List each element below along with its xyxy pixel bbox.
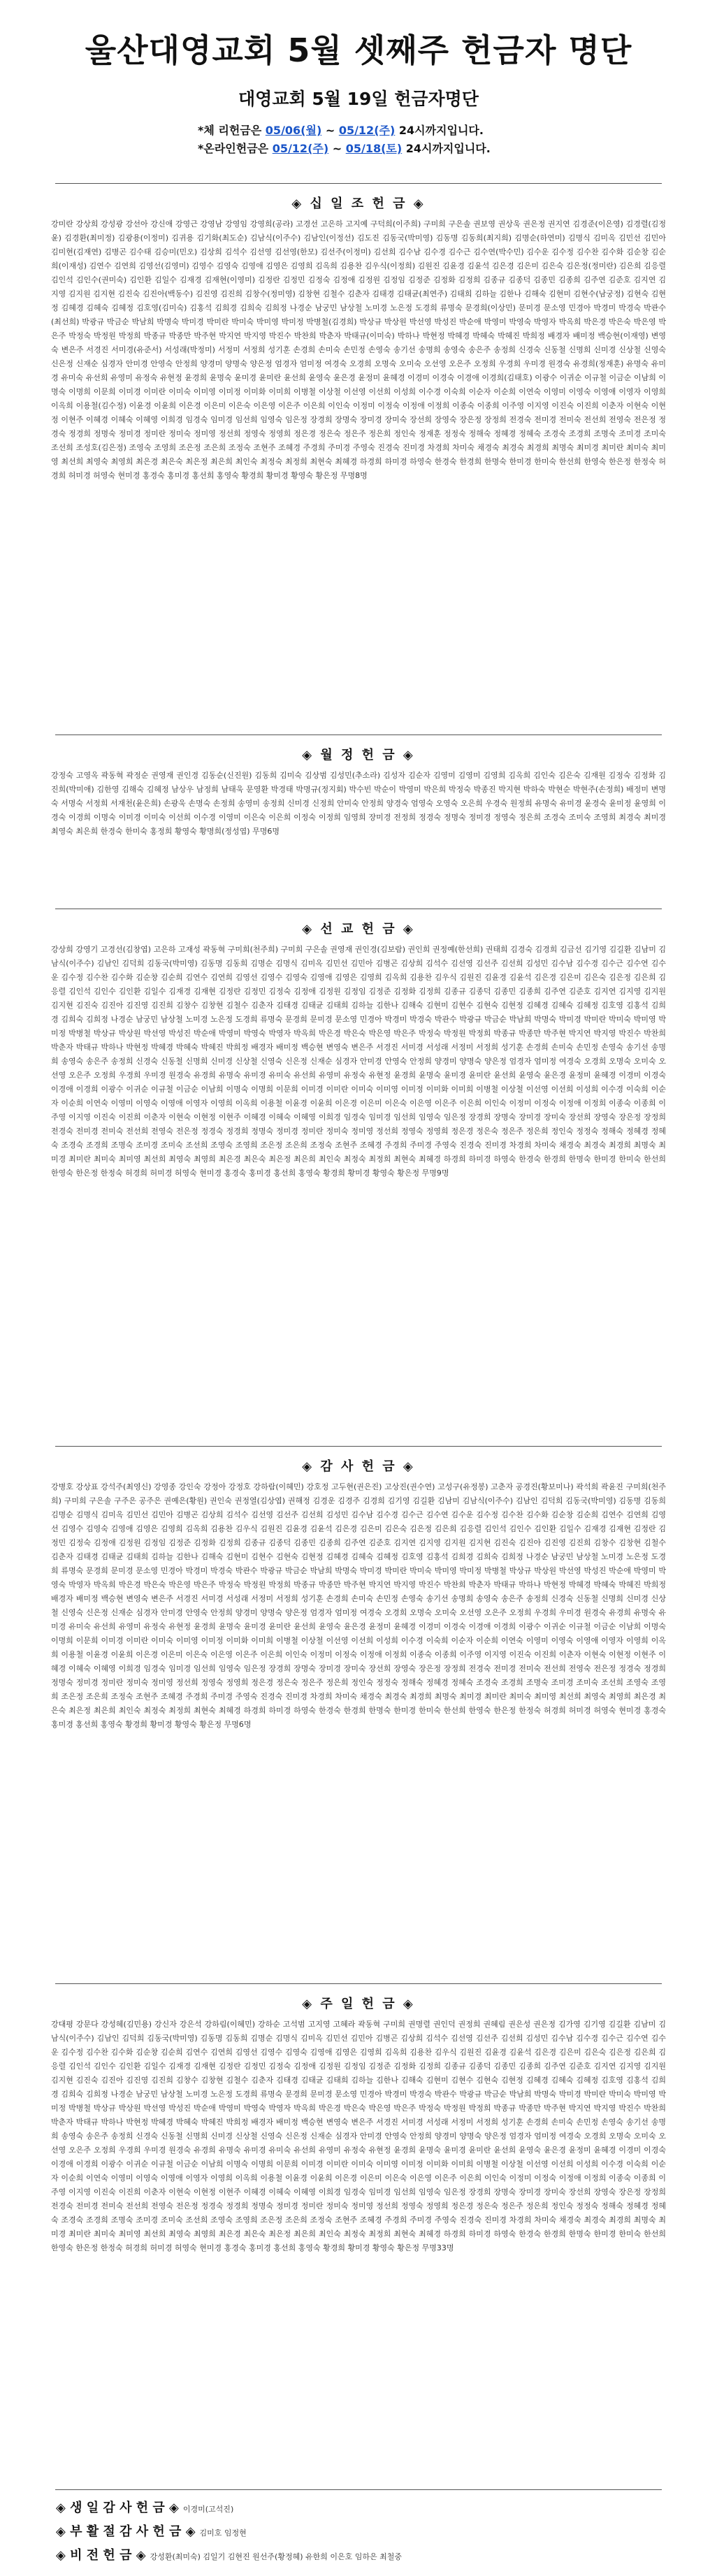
page-subtitle: 대영교회 5월 19일 헌금자명단 [238, 89, 479, 109]
notice-online-sep: ~ [328, 142, 346, 155]
section-names-mission: 강상희 강영기 고경선(김창엽) 고은하 고재성 곽동혁 구미희(천주희) 구미희 구은솔 권영재 권인경(김보람) 권인희 권정예(한선희) 권태희 김경숙 김경희 김금선 김기영 김길환 김남미 김남식(이주수) 김남인 김덕희 김동국(박미영) 김동명 김동희 김명순 김명식 김미옥 김민선 김민아 김병곤 김상희 김석수 김선영 김선주 김선희 김성민 김수남 김수경 김수근 김수연 김수운 김수정 김수찬 김수화 김순창 김순희 김연수 김연희 김영선 김영수 김영숙 김영애 김영은 김영희 김옥희 김용찬 김우식 김원진 김윤경 김윤석 김은경 김은미 김은숙 김은정 김은희 김응렬 김인석 김인수 김인환 김일수 김재경 김재현 김정란 김정민 김정숙 김정애 김정원 김정임 김정준 김정화 김정희 김종규 김종덕 김종민 김종희 김주연 김준호 김지연 김지영 김지원 김지현 김진숙 김진아 김진영 김진희 김창수 김창현 김철수 김춘자 김태경 김태균 김태희 김하늘 김한나 김해숙 김현미 김현수 김현숙 김현정 김혜경 김혜숙 김혜정 김호영 김홍석 김희경 김희숙 김희정 나경순 남궁민 남상철 노미경 노은정 도경희 류명숙 문경희 문미경 문소영 민경아 박경미 박경숙 박관수 박광규 박금순 박남희 박명숙 박미경 박미란 박미숙 박미영 박미정 박병철 박상규 박상원 박선영 박성진 박순애 박영미 박영숙 박영자 박옥희 박은경 박은숙 박은영 박은주 박정숙 박정원 박정희 박종규 박종만 박주현 박지연 박지영 박진수 박찬희 박춘자 박태규 박하나 박현정 박혜경 박혜숙 박혜진 박희정 배경자 배미정 백승현 변영숙 변은주 서경진 서미경 서성래 서정미 서정희 성기훈 손경희 손미숙 손민정 손영숙 송기선 송명희 송영숙 송은주 송정희 신경숙 신동철 신명희 신미경 신상철 신영숙 신은정 신재순 심경자 안미경 안영숙 안정희 양경미 양명숙 양은정 엄경자 엄미정 여경숙 오경희 오명숙 오미숙 오선영 오은주 오정희 우경희 우미경 원경숙 유경희 유명숙 유미경 유미숙 유선희 유영미 유정숙 유현정 윤경희 윤명숙 윤미경 윤미란 윤선희 윤영숙 윤은경 윤정미 윤혜경 이경미 이경숙 이경애 이경희 이광수 이귀순 이규철 이금순 이남희 이명숙 이명희 이문희 이미경 이미란 이미숙 이미영 이미정 이미화 이미희 이병철 이상철 이선영 이선희 이성희 이수경 이숙희 이순자 이순희 이연숙 이영미 이영숙 이영애 이영자 이영희 이옥희 이용철 이윤경 이윤희 이은경 이은미 이은숙 이은영 이은주 이은희 이인숙 이정미 이정숙 이정애 이정희 이종숙 이종희 이주영 이지영 이진숙 이진희 이춘자 이현숙 이현정 이현주 이혜경 이혜숙 이혜영 이희경 임경숙 임미경 임선희 임영숙 임은정 장경희 장명숙 장미경 장미숙 장선희 장영숙 장은정 장정희 전경숙 전미경 전미숙 전선희 전영숙 전은정 정경숙 정경희 정명숙 정미경 정미란 정미숙 정미영 정선희 정영숙 정영희 정은경 정은숙 정은주 정은희 정인숙 정정숙 정해숙 정혜경 정혜숙 조경숙 조경희 조명숙 조미경 조미숙 조선희 조영숙 조영희 조은정 조은희 조정숙 조현주 조혜경 주경희 주미경 주영숙 진경숙 진미경 차경희 차미숙 채경숙 최경숙 최경희 최명숙 최미경 최미란 최미숙 최미영 최선희 최영숙 최영희 최은경 최은숙 최은정 최은희 최인숙 최정숙 최정희 최현숙 최혜경 하경희 하미경 하영숙 한경숙 한경희 한명숙 한미경 한미숙 한선희 한영숙 한은정 한정숙 허경희 허미경 허영숙 현미경 홍경숙 홍미경 홍선희 홍영숙 황경희 황미경 황영숙 황은정 무명9명 [51, 945, 666, 1178]
notice-online-end-date[interactable]: 05/18(토) [345, 142, 403, 155]
section-title-tithe: ◈ 십 일 조 헌 금 ◈ [291, 196, 426, 211]
footer-divider [55, 2489, 662, 2490]
section-names-monthly: 강정숙 고영옥 곽동혁 곽정순 권영재 권인경 김동순(신진원) 김동희 김미숙 김상범 김성민(추소라) 김성자 김순자 김영미 김영미 김영희 김옥희 김인숙 김은숙 김재원 김정숙 김정화 김진희(박미애) 김한영 김해숙 김혜정 남상우 남정희 남태욱 문영환 박경태 박명규(정지회) 박수빈 박순이 박영미 박은희 박정숙 박종진 박지현 박하숙 박현순 박현주(손정희) 배정미 변명숙 서명숙 서정희 서재천(윤은희) 손광욱 손명숙 손정희 송영미 송정희 신미경 신정희 안미숙 안정희 양경숙 엄영숙 오영숙 오은희 우경숙 원정희 유명숙 유미경 윤경숙 윤미정 윤영희 이경숙 이경희 이명숙 이미경 이미숙 이선희 이수경 이영미 이은숙 이은희 이정숙 이정희 임영희 장미경 전정희 정경숙 정명숙 정미경 정영숙 정은희 조경숙 조미숙 조영희 최경숙 최미경 최영숙 최은희 한경숙 한미숙 홍정희 황영숙 황명희(정성엽) 무명6명 [51, 771, 666, 836]
footer-birthday-label: ◈ 생 일 감 사 헌 금 ◈ [56, 2501, 179, 2515]
notice-transfer-prefix: *체 리헌금은 [198, 124, 266, 137]
notice-line-online [198, 140, 519, 158]
footer-vision-offering [56, 2545, 402, 2563]
footer-birthday-offering [56, 2498, 233, 2516]
section-title-thanksgiving: ◈ 감 사 헌 금 ◈ [302, 1459, 415, 1474]
notice-transfer-start-date[interactable]: 05/06(월) [265, 124, 322, 137]
footer-easter-offering [56, 2521, 247, 2540]
section-names-tithe: 강미란 강상희 강성광 강선아 강신애 강영근 강영남 강영임 강영희(공라) 고경선 고은하 고지예 구덕희(이주희) 구미희 구은솔 권보영 권상욱 권은정 권지연 김경준(이은영) 김경렬(김정윤) 김경환(최미정) 김광용(이정미) 김귀용 김기화(최도순) 김남식(이주수) 김남인(이정선) 김도진 김동국(박미영) 김동명 김동희(최지희) 김명순(하연미) 김명식 김미옥 김민선 김민아 김미현(김재연) 김병곤 김수태 김승미(민오) 김상희 김석수 김선영 김선영(한모) 김선주(이정미) 김선희 김수남 김수경 김수근 김수연(박수민) 김수운 김수정 김수찬 김수화 김순창 김순희(이재성) 김연수 김연희 김영선(김영미) 김영수 김영숙 김영애 김영은 김영희 김옥희 김용찬 김우식(이정희) 김원진 김윤경 김윤석 김은경 김은미 김은숙 김은정(정미란) 김은희 김응렬 김인석 김인수(권미숙) 김인환 김일수 김재경 김재현(이영미) 김정란 김정민 김정숙 김정애 김정원 김정임 김정준 김정화 김정희 김종규 김종덕 김종민 김종희 김주연 김준호 김지연 김지영 김지원 김지현 김진숙 김진아(백동수) 김진영 김진희 김창수(정미영) 김창현 김철수 김춘자 김태경 김태균(최연주) 김태희 김하늘 김한나 김해숙 김현미 김현수(남궁정) 김현숙 김현정 김혜경 김혜숙 김혜정 김호영(김미숙) 김홍석 김희경 김희숙 김희정 나경순 남궁민 남상철 노미경 노은정 도경희 류명숙 문경희(이상민) 문미경 문소영 민경아 박경미 박경숙 박관수(최선희) 박광규 박금순 박남희 박명숙 박미경 박미란 박미숙 박미영 박미정 박병철(김경희) 박상규 박상원 박선영 박성진 박순애 박영미 박영숙 박영자 박옥희 박은경 박은숙 박은영 박은주 박정숙 박정원 박정희 박종규 박종만 박주현 박지연 박지영 박진수 박찬희 박춘자 박태규(이미숙) 박하나 박현정 박혜경 박혜숙 박혜진 박희정 배경자 배미정 백승현(이재영) 변영숙 변은주 서경진 서미경(유준서) 서성래(박정미) 서정미 서정희 성기훈 손경희 손미숙 손민정 손영숙 송기선 송명희 송영숙 송은주 송정희 신경숙 신동철 신명희 신미경 신상철 신영숙 신은정 신재순 심경자 안미경 안영숙 안정희 양경미 양명숙 양은정 엄경자 엄미정 여경숙 오경희 오명숙 오미숙 오선영 오은주 오정희 우경희 우미경 원경숙 유경희(정재훈) 유명숙 유미경 유미숙 유선희 유영미 유정숙 유현정 윤경희 윤명숙 윤미경 윤미란 윤선희 윤영숙 윤은경 윤정미 윤혜경 이경미 이경숙 이경애 이경희(김태호) 이광수 이귀순 이규철 이금순 이남희 이명숙 이명희 이문희 이미경 이미란 이미숙 이미영 이미정 이미화 이미희 이병철 이상철 이선영 이선희 이성희 이수경 이숙희 이순자 이순희 이연숙 이영미 이영숙 이영애 이영자 이영희 이옥희 이용철(김수정) 이윤경 이윤희 이은경 이은미 이은숙 이은영 이은주 이은희 이인숙 이정미 이정숙 이정애 이정희 이종숙 이종희 이주영 이지영 이진숙 이진희 이춘자 이현숙 이현정 이현주 이혜경 이혜숙 이혜영 이희경 임경숙 임미경 임선희 임영숙 임은정 장경희 장명숙 장미경 장미숙 장선희 장영숙 장은정 장정희 전경숙 전미경 전미숙 전선희 전영숙 전은정 정경숙 정경희 정명숙 정미경 정미란 정미숙 정미영 정선희 정영숙 정영희 정은경 정은숙 정은주 정은희 정인숙 정재훈 정정숙 정해숙 정혜경 정혜숙 조경숙 조경희 조명숙 조미경 조미숙 조선희 조성호(김은정) 조영숙 조영희 조은정 조은희 조정숙 조현주 조혜경 주경희 주미경 주영숙 진경숙 진미경 차경희 차미숙 채경숙 최경숙 최경희 최명숙 최미경 최미란 최미숙 최미영 최선희 최영숙 최영희 최은경 최은숙 최은정 최은희 최인숙 최정숙 최정희 최현숙 최혜경 하경희 하미경 하영숙 한경숙 한경희 한명숙 한미경 한미숙 한선희 한영숙 한은정 한정숙 허경희 허미경 허영숙 현미경 홍경숙 홍미경 홍선희 홍영숙 황경희 황미경 황영숙 황은정 무명8명 [51, 219, 666, 480]
notice-online-start-date[interactable]: 05/12(주) [272, 142, 329, 155]
section-title-mission: ◈ 선 교 헌 금 ◈ [302, 922, 415, 936]
notice-transfer-sep: ~ [321, 124, 339, 137]
section-title-sunday: ◈ 주 일 헌 금 ◈ [302, 1997, 415, 2011]
footer-birthday-people: 이경미(고석진) [182, 2505, 234, 2514]
section-divider [55, 1446, 662, 1447]
section-names-sunday: 강대평 강문다 강성혜(김민용) 강신자 강은석 강하림(이혜민) 강하순 고석범 고지영 고혜라 곽동혁 구미희 권명렬 권인덕 권정희 권혜림 권은성 권은정 김가영 김기영 김길환 김남미 김남식(이주수) 김남인 김덕희 김동국(박미영) 김동명 김동희 김명순 김명식 김미옥 김민선 김민아 김병곤 김상희 김석수 김선영 김선주 김선희 김성민 김수남 김수경 김수근 김수연 김수운 김수정 김수찬 김수화 김순창 김순희 김연수 김연희 김영선 김영수 김영숙 김영애 김영은 김영희 김옥희 김용찬 김우식 김원진 김윤경 김윤석 김은경 김은미 김은숙 김은정 김은희 김응렬 김인석 김인수 김인환 김일수 김재경 김재현 김정란 김정민 김정숙 김정애 김정원 김정임 김정준 김정화 김정희 김종규 김종덕 김종민 김종희 김주연 김준호 김지연 김지영 김지원 김지현 김진숙 김진아 김진영 김진희 김창수 김창현 김철수 김춘자 김태경 김태균 김태희 김하늘 김한나 김해숙 김현미 김현수 김현숙 김현정 김혜경 김혜숙 김혜정 김호영 김홍석 김희경 김희숙 김희정 나경순 남궁민 남상철 노미경 노은정 도경희 류명숙 문경희 문미경 문소영 민경아 박경미 박경숙 박관수 박광규 박금순 박남희 박명숙 박미경 박미란 박미숙 박미영 박미정 박병철 박상규 박상원 박선영 박성진 박순애 박영미 박영숙 박영자 박옥희 박은경 박은숙 박은영 박은주 박정숙 박정원 박정희 박종규 박종만 박주현 박지연 박지영 박진수 박찬희 박춘자 박태규 박하나 박현정 박혜경 박혜숙 박혜진 박희정 배경자 배미정 백승현 변영숙 변은주 서경진 서미경 서성래 서정미 서정희 성기훈 손경희 손미숙 손민정 손영숙 송기선 송명희 송영숙 송은주 송정희 신경숙 신동철 신명희 신미경 신상철 신영숙 신은정 신재순 심경자 안미경 안영숙 안정희 양경미 양명숙 양은정 엄경자 엄미정 여경숙 오경희 오명숙 오미숙 오선영 오은주 오정희 우경희 우미경 원경숙 유경희 유명숙 유미경 유미숙 유선희 유영미 유정숙 유현정 윤경희 윤명숙 윤미경 윤미란 윤선희 윤영숙 윤은경 윤정미 윤혜경 이경미 이경숙 이경애 이경희 이광수 이귀순 이규철 이금순 이남희 이명숙 이명희 이문희 이미경 이미란 이미숙 이미영 이미정 이미화 이미희 이병철 이상철 이선영 이선희 이성희 이수경 이숙희 이순자 이순희 이연숙 이영미 이영숙 이영애 이영자 이영희 이옥희 이용철 이윤경 이윤희 이은경 이은미 이은숙 이은영 이은주 이은희 이인숙 이정미 이정숙 이정애 이정희 이종숙 이종희 이주영 이지영 이진숙 이진희 이춘자 이현숙 이현정 이현주 이혜경 이혜숙 이혜영 이희경 임경숙 임미경 임선희 임영숙 임은정 장경희 장명숙 장미경 장미숙 장선희 장영숙 장은정 장정희 전경숙 전미경 전미숙 전선희 전영숙 전은정 정경숙 정경희 정명숙 정미경 정미란 정미숙 정미영 정선희 정영숙 정영희 정은경 정은숙 정은주 정은희 정인숙 정정숙 정해숙 정혜경 정혜숙 조경숙 조경희 조명숙 조미경 조미숙 조선희 조영숙 조영희 조은정 조은희 조정숙 조현주 조혜경 주경희 주미경 주영숙 진경숙 진미경 차경희 차미숙 채경숙 최경숙 최경희 최명숙 최미경 최미란 최미숙 최미영 최선희 최영숙 최영희 최은경 최은숙 최은정 최은희 최인숙 최정숙 최정희 최현숙 최혜경 하경희 하미경 하영숙 한경숙 한경희 한명숙 한미경 한미숙 한선희 한영숙 한은정 한정숙 허경희 허미경 허영숙 현미경 홍경숙 홍미경 홍선희 홍영숙 황경희 황미경 황영숙 황은정 무명33명 [51, 2020, 666, 2252]
footer-easter-people: 김미호 임정현 [199, 2528, 247, 2538]
notice-transfer-end-date[interactable]: 05/12(주) [338, 124, 396, 137]
footer-vision-people: 강성환(최미숙) 김일기 김현진 원선주(황정혜) 유한희 이은호 임하은 최철중 [150, 2552, 402, 2561]
page-title: 울산대영교회 5월 셋째주 헌금자 명단 [85, 31, 632, 69]
notice-online-suffix: 24시까지입니다. [402, 142, 491, 155]
notice-online-prefix: *온라인헌금은 [198, 142, 273, 155]
notice-block [198, 122, 519, 158]
section-title-monthly: ◈ 월 정 헌 금 ◈ [302, 748, 415, 762]
section-divider [55, 1983, 662, 1984]
section-names-thanksgiving: 강병호 강상표 강석주(최영신) 강영종 강인숙 강정아 강정호 강하람(이혜민) 강호정 고두현(권은진) 고상진(권수연) 고성구(유정봉) 고춘자 공경진(황보미나) 곽석희 곽윤진 구미희(천주희) 구미희 구은솔 구주은 공주은 권예은(황원) 권인숙 권정열(김상엽) 권해정 김경운 김경주 김경희 김기영 김길환 김남미 김남식(이주수) 김남인 김덕희 김동국(박미영) 김동명 김동희 김명순 김명식 김미옥 김민선 김민아 김병곤 김상희 김석수 김선영 김선주 김선희 김성민 김수남 김수경 김수근 김수연 김수운 김수정 김수찬 김수화 김순창 김순희 김연수 김연희 김영선 김영수 김영숙 김영애 김영은 김영희 김옥희 김용찬 김우식 김원진 김윤경 김윤석 김은경 김은미 김은숙 김은정 김은희 김응렬 김인석 김인수 김인환 김일수 김재경 김재현 김정란 김정민 김정숙 김정애 김정원 김정임 김정준 김정화 김정희 김종규 김종덕 김종민 김종희 김주연 김준호 김지연 김지영 김지원 김지현 김진숙 김진아 김진영 김진희 김창수 김창현 김철수 김춘자 김태경 김태균 김태희 김하늘 김한나 김해숙 김현미 김현수 김현숙 김현정 김혜경 김혜숙 김혜정 김호영 김홍석 김희경 김희숙 김희정 나경순 남궁민 남상철 노미경 노은정 도경희 류명숙 문경희 문미경 문소영 민경아 박경미 박경숙 박관수 박광규 박금순 박남희 박명숙 박미경 박미란 박미숙 박미영 박미정 박병철 박상규 박상원 박선영 박성진 박순애 박영미 박영숙 박영자 박옥희 박은경 박은숙 박은영 박은주 박정숙 박정원 박정희 박종규 박종만 박주현 박지연 박지영 박진수 박찬희 박춘자 박태규 박하나 박현정 박혜경 박혜숙 박혜진 박희정 배경자 배미정 백승현 변영숙 변은주 서경진 서미경 서성래 서정미 서정희 성기훈 손경희 손미숙 손민정 손영숙 송기선 송명희 송영숙 송은주 송정희 신경숙 신동철 신명희 신미경 신상철 신영숙 신은정 신재순 심경자 안미경 안영숙 안정희 양경미 양명숙 양은정 엄경자 엄미정 여경숙 오경희 오명숙 오미숙 오선영 오은주 오정희 우경희 우미경 원경숙 유경희 유명숙 유미경 유미숙 유선희 유영미 유정숙 유현정 윤경희 윤명숙 윤미경 윤미란 윤선희 윤영숙 윤은경 윤정미 윤혜경 이경미 이경숙 이경애 이경희 이광수 이귀순 이규철 이금순 이남희 이명숙 이명희 이문희 이미경 이미란 이미숙 이미영 이미정 이미화 이미희 이병철 이상철 이선영 이선희 이성희 이수경 이숙희 이순자 이순희 이연숙 이영미 이영숙 이영애 이영자 이영희 이옥희 이용철 이윤경 이윤희 이은경 이은미 이은숙 이은영 이은주 이은희 이인숙 이정미 이정숙 이정애 이정희 이종숙 이종희 이주영 이지영 이진숙 이진희 이춘자 이현숙 이현정 이현주 이혜경 이혜숙 이혜영 이희경 임경숙 임미경 임선희 임영숙 임은정 장경희 장명숙 장미경 장미숙 장선희 장영숙 장은정 장정희 전경숙 전미경 전미숙 전선희 전영숙 전은정 정경숙 정경희 정명숙 정미경 정미란 정미숙 정미영 정선희 정영숙 정영희 정은경 정은숙 정은주 정은희 정인숙 정정숙 정해숙 정혜경 정혜숙 조경숙 조경희 조명숙 조미경 조미숙 조선희 조영숙 조영희 조은정 조은희 조정숙 조현주 조혜경 주경희 주미경 주영숙 진경숙 진미경 차경희 차미숙 채경숙 최경숙 최경희 최명숙 최미경 최미란 최미숙 최미영 최선희 최영숙 최영희 최은경 최은숙 최은정 최은희 최인숙 최정숙 최정희 최현숙 최혜경 하경희 하미경 하영숙 한경숙 한경희 한명숙 한미경 한미숙 한선희 한영숙 한은정 한정숙 허경희 허미경 허영숙 현미경 홍경숙 홍미경 홍선희 홍영숙 황경희 황미경 황영숙 황은정 무명6명 [51, 1482, 666, 1729]
footer-easter-label: ◈ 부 활 절 감 사 헌 금 ◈ [56, 2524, 196, 2539]
footer-vision-label: ◈ 비 전 헌 금 ◈ [56, 2548, 146, 2563]
notice-line-transfer [198, 122, 519, 140]
notice-transfer-suffix: 24시까지입니다. [395, 124, 484, 137]
section-divider [55, 183, 662, 184]
